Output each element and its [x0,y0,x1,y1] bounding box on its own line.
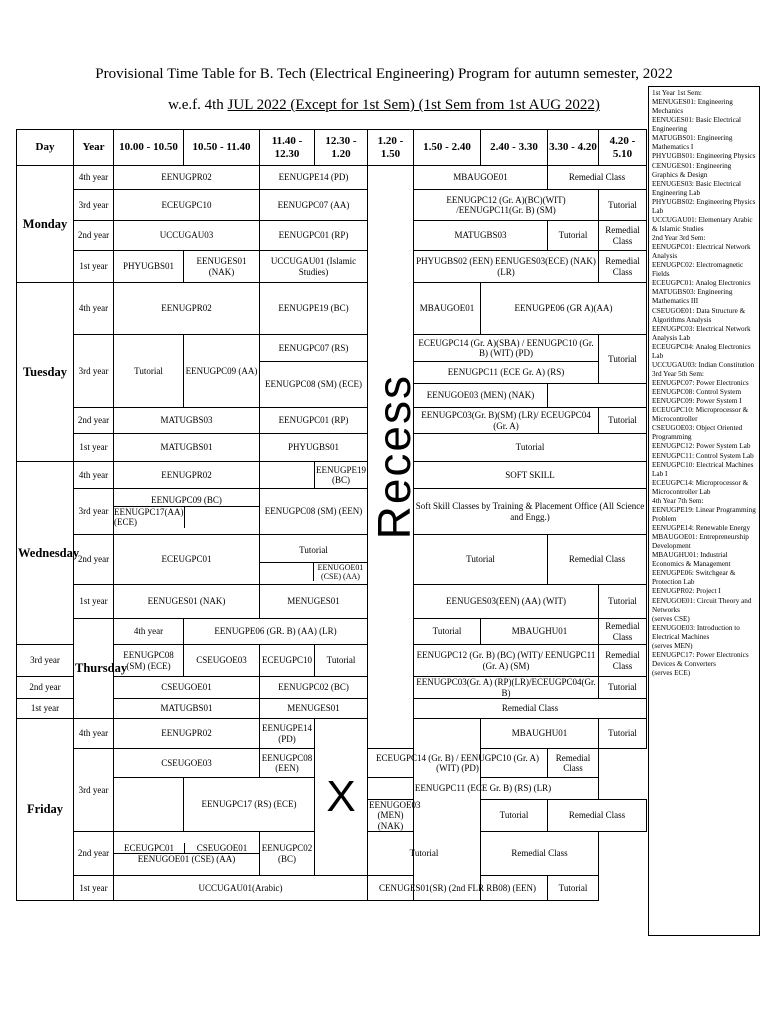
legend-entry: ECEUGPC10: Microprocessor & Microcontroller [652,406,749,424]
legend-entry: EENUGPR02: Project I [652,587,721,596]
class-cell: EENUGOE03 (MEN) (NAK) [414,384,548,408]
recess-label: Recess [368,374,420,540]
class-cell [114,489,260,535]
class-cell: EENUGPC12 (Gr. A)(BC)(WIT) /EENUGPC11(Gr. B) (SM) [414,190,599,221]
class-cell: EENUGES01 (NAK) [184,251,260,283]
class-cell: MENUGES01 [260,585,368,619]
header-day: Day [17,130,74,166]
legend-entry: MBAUGHU01: Industrial Economics & Management [652,551,731,569]
year-cell: 4th year [114,619,184,645]
legend-entry: MENUGES01: Engineering Mechanics [652,98,733,116]
header-year: Year [74,130,114,166]
table-row [17,335,647,362]
effective-date-note: JUL 2022 (Except for 1st Sem) (1st Sem from 1st AUG 2022) [227,97,600,113]
table-row [17,585,647,619]
table-row [17,221,647,251]
class-cell: EENUGPC02 (BC) [260,677,368,699]
class-cell: EENUGPR02 [114,166,260,190]
legend-entry: UCCUGAU01: Elementary Arabic & Islamic Studies [652,215,753,233]
year-cell: 3rd year [17,645,74,677]
class-cell: MATUGBS03 [414,221,548,251]
legend-entry: EENUGPC01: Electrical Network Analysis [652,243,751,261]
legend-entry: CENUGES01: Engineering Graphics & Design [652,161,732,179]
class-cell: Tutorial [315,645,368,677]
legend-entry: MBAUGOE01: Entrepreneurship Development [652,533,749,551]
class-cell: UCCUGAU03 [114,221,260,251]
year-cell: 2nd year [74,408,114,434]
header-row [17,130,647,166]
class-cell: Tutorial [548,221,599,251]
class-cell: Tutorial [368,832,481,876]
year-cell: 4th year [74,166,114,190]
class-cell: EENUGPC02 (BC) [260,832,315,876]
class-cell: ECEUGPC14 (Gr. B) / EENUGPC10 (Gr. A) (WIT) (PD) [368,749,548,778]
class-cell: EENUGES01 (NAK) [114,585,260,619]
year-cell: 1st year [74,251,114,283]
class-cell: EENUGOE01 (CSE) (AA) [313,563,367,581]
table-row [17,251,647,283]
class-cell: EENUGPC01 (RP) [260,221,368,251]
class-cell: EENUGPC11 (ECE Gr. A) (RS) [414,362,599,384]
table-row [17,876,647,901]
header-slot: 3.30 - 4.20 [548,130,599,166]
class-cell: EENUGPC07 (AA) [260,190,368,221]
table-row [17,719,647,749]
timetable [16,129,647,901]
legend-entry: 1st Year 1st Sem: [652,89,702,97]
class-cell: MATUGBS01 [114,434,260,462]
class-cell: Tutorial [599,408,647,434]
class-cell: EENUGPC17 (RS) (ECE) [184,778,315,832]
class-cell: Tutorial [414,535,548,585]
legend-entry: EENUGPC17: Power Electronics Devices & Converters [652,650,749,668]
class-cell: CENUGES01(SR) (2nd FLR RB08) (EEN) [368,876,548,901]
class-cell: EENUGPR02 [114,719,260,749]
class-cell: EENUGPR02 [114,283,260,335]
page-title: Provisional Time Table for B. Tech (Electrical Engineering) Program for autumn semester, 2022 [95,66,673,82]
class-cell: PHYUGBS01 [260,434,368,462]
legend-entry: CSEUGOE03: Object Oriented Programming [652,424,743,442]
class-cell: EENUGPC17(AA) (ECE) [114,506,184,528]
class-cell: Remedial Class [414,699,647,719]
class-cell: EENUGPE14 (PD) [260,166,368,190]
class-cell: UCCUGAU01 (Islamic Studies) [260,251,368,283]
class-cell: Remedial Class [548,535,647,585]
table-row [17,462,647,489]
legend-entry: EENUGPC11: Control System Lab [652,451,754,460]
legend-entry: EENUGPE19: Linear Programming Problem [652,505,756,523]
class-cell [114,778,184,832]
legend-entry: EENUGPC08: Control System [652,388,742,397]
year-cell: 3rd year [74,749,114,832]
class-cell: ECEUGPC01 [114,535,260,585]
class-cell: MBAUGOE01 [414,283,481,335]
class-cell: MBAUGHU01 [481,719,599,749]
header-slot: 10.00 - 10.50 [114,130,184,166]
legend-entry: MATUGBS03: Engineering Mathematics III [652,288,733,306]
legend-entry: EENUGPC12: Power System Lab [652,442,751,451]
class-cell: Tutorial [260,538,367,563]
year-cell: 3rd year [74,489,114,535]
legend-entry: 3rd Year 5th Sem: [652,369,704,378]
class-cell: Remedial Class [548,800,647,832]
table-row [17,535,647,585]
class-cell: EENUGPC03(Gr. A) (RP)(LR)/ECEUGPC04(Gr. B) [414,677,599,699]
legend-entry: EENUGPE06: Switchgear & Protection Lab [652,569,736,587]
class-cell: MBAUGHU01 [481,619,599,645]
header-slot: 12.30 - 1.20 [315,130,368,166]
class-cell: PHYUGBS02 (EEN) EENUGES03(ECE) (NAK)(LR) [414,251,599,283]
class-cell: Tutorial [481,800,548,832]
class-cell: EENUGPC09 (BC) [114,495,259,506]
class-cell: Tutorial [599,719,647,749]
year-cell: 1st year [74,876,114,901]
class-cell: Remedial Class [599,251,647,283]
legend-entry: EENUGOE01: Circuit Theory and Networks [652,596,752,614]
header-slot: 10.50 - 11.40 [184,130,260,166]
header-slot: 4.20 - 5.10 [599,130,647,166]
course-legend [648,86,760,936]
class-cell: EENUGPC07 (RS) [260,335,368,362]
class-cell: Tutorial [114,335,184,408]
legend-entry: EENUGES03: Basic Electrical Engineering Lab [652,179,742,197]
legend-entry: EENUGPC10: Electrical Machines Lab I [652,460,754,478]
day-thursday: Thursday [74,619,114,719]
class-cell: CSEUGOE03 [184,645,260,677]
class-cell: EENUGPE06 (GR A)(AA) [481,283,647,335]
class-cell: Tutorial [548,876,599,901]
class-cell: Remedial Class [599,645,647,677]
year-cell: 1st year [17,699,74,719]
legend-entry: UCCUGAU03: Indian Constitution [652,360,755,369]
day-wednesday: Wednesday [17,462,74,645]
legend-entry: PHYUGBS01: Engineering Physics [652,152,756,161]
class-cell: Tutorial [414,434,647,462]
legend-entry: ECEUGPC04: Analog Electronics Lab [652,342,751,360]
class-cell: EENUGPE19 (BC) [315,462,368,489]
legend-entry: ECEUGPC14: Microprocessor & Microcontroller Lab [652,478,749,496]
day-friday: Friday [17,719,74,901]
class-cell [114,843,259,854]
class-cell: Remedial Class [548,166,647,190]
year-cell: 4th year [74,719,114,749]
legend-entry: (serves MEN) [652,641,693,650]
year-cell: 2nd year [74,535,114,585]
class-cell: EENUGPC12 (Gr. B) (BC) (WIT)/ EENUGPC11 (Gr. A) (SM) [414,645,599,677]
legend-entry: EENUGPC02: Electromagnetic Fields [652,261,744,279]
legend-entry: EENUGPE14: Renewable Energy [652,524,751,532]
class-cell: CSEUGOE01 [114,677,260,699]
class-cell: ECEUGPC10 [260,645,315,677]
class-cell: Remedial Class [481,832,599,876]
class-cell: Remedial Class [548,749,599,778]
year-cell: 3rd year [74,335,114,408]
class-cell: Remedial Class [599,221,647,251]
class-cell [114,832,260,876]
class-cell: CSEUGOE01 [196,842,248,853]
table-row [17,283,647,335]
year-cell: 4th year [74,462,114,489]
class-cell: EENUGPE06 (GR. B) (AA) (LR) [184,619,368,645]
legend-entry: ECEUGPC01: Analog Electronics [652,279,751,288]
year-cell: 2nd year [74,832,114,876]
class-cell: EENUGPE19 (BC) [260,283,368,335]
class-cell: ECEUGPC10 [114,190,260,221]
day-tuesday: Tuesday [17,283,74,462]
class-cell: Tutorial [599,335,647,384]
class-cell: EENUGPC08 (SM) (EEN) [260,489,368,535]
class-cell: Tutorial [599,585,647,619]
table-row [17,489,647,535]
friday-x-cell [315,719,368,876]
class-cell: Tutorial [599,677,647,699]
day-monday: Monday [17,166,74,283]
class-cell: MBAUGOE01 [414,166,548,190]
class-cell: EENUGPC08 (SM) (ECE) [114,645,184,677]
class-cell: EENUGPE14 (PD) [260,719,315,749]
class-cell: EENUGPC11 (ECE Gr. B) (RS) (LR) [368,778,599,800]
table-row [17,190,647,221]
class-cell: PHYUGBS01 [114,251,184,283]
legend-entry: EENUGPC07: Power Electronics [652,379,749,387]
class-cell: Tutorial [599,190,647,221]
class-cell: EENUGPC03(Gr. B)(SM) (LR)/ ECEUGPC04 (Gr. A) [414,408,599,434]
legend-entry: 4th Year 7th Sem: [652,496,704,505]
legend-entry: EENUGPC09: Power System I [652,397,742,406]
class-cell: MATUGBS03 [114,408,260,434]
class-cell: ECEUGPC01 [114,843,185,853]
class-cell [260,462,315,489]
legend-entry: (serves ECE) [652,669,691,677]
class-cell: EENUGPC08 (EEN) [260,749,315,778]
class-cell: EENUGPR02 [114,462,260,489]
class-cell: EENUGOE01 (CSE) (AA) [137,854,236,865]
legend-entry: EENUGES01: Basic Electrical Engineering [652,116,742,134]
year-cell: 4th year [74,283,114,335]
legend-entry: EENUGPC03: Electrical Network Analysis Lab [652,324,751,342]
class-cell: EENUGOE03 (MEN) (NAK) [369,800,421,831]
header-slot-recess: 1.20 - 1.50 [368,130,414,166]
class-cell [548,384,647,408]
class-cell: EENUGPC01 (RP) [260,408,368,434]
class-cell: UCCUGAU01(Arabic) [114,876,368,901]
class-cell: EENUGES03(EEN) (AA) (WIT) [414,585,599,619]
legend-entry: 2nd Year 3rd Sem: [652,234,706,242]
legend-entry: CSEUGOE01: Data Structure & Algorithms Analysis [652,306,746,324]
class-cell: CSEUGOE03 [114,749,260,778]
class-cell: EENUGPC09 (AA) [184,335,260,408]
table-row [17,434,647,462]
header-slot: 1.50 - 2.40 [414,130,481,166]
table-row [17,166,647,190]
class-cell: SOFT SKILL [414,462,647,489]
table-row [17,619,647,645]
class-cell: Soft Skill Classes by Training & Placement Office (All Science and Engg.) [414,489,647,535]
legend-entry: PHYUGBS02: Engineering Physics Lab [652,197,756,215]
legend-entry: (serves CSE) [652,614,690,623]
legend-entry: MATUGBS01: Engineering Mathematics I [652,134,733,152]
year-cell: 2nd year [17,677,74,699]
legend-entry: EENUGOE03: Introduction to Electrical Machines [652,623,740,641]
effective-date-prefix: w.e.f. 4th [168,97,228,113]
header-slot: 2.40 - 3.30 [481,130,548,166]
table-row [17,408,647,434]
class-cell: MATUGBS01 [114,699,260,719]
class-cell: ECEUGPC14 (Gr. A)(SBA) / EENUGPC10 (Gr. B) (WIT) (PD) [414,335,599,362]
recess-column [368,166,420,749]
class-cell: EENUGPC08 (SM) (ECE) [260,362,368,408]
class-cell: MENUGES01 [260,699,368,719]
friday-x-mark: X [326,771,356,821]
class-cell: Remedial Class [599,619,647,645]
year-cell: 2nd year [74,221,114,251]
header-slot: 11.40 - 12.30 [260,130,315,166]
year-cell: 1st year [74,585,114,619]
year-cell: 3rd year [74,190,114,221]
class-cell: Tutorial [414,619,481,645]
class-cell [260,535,368,585]
year-cell: 1st year [74,434,114,462]
